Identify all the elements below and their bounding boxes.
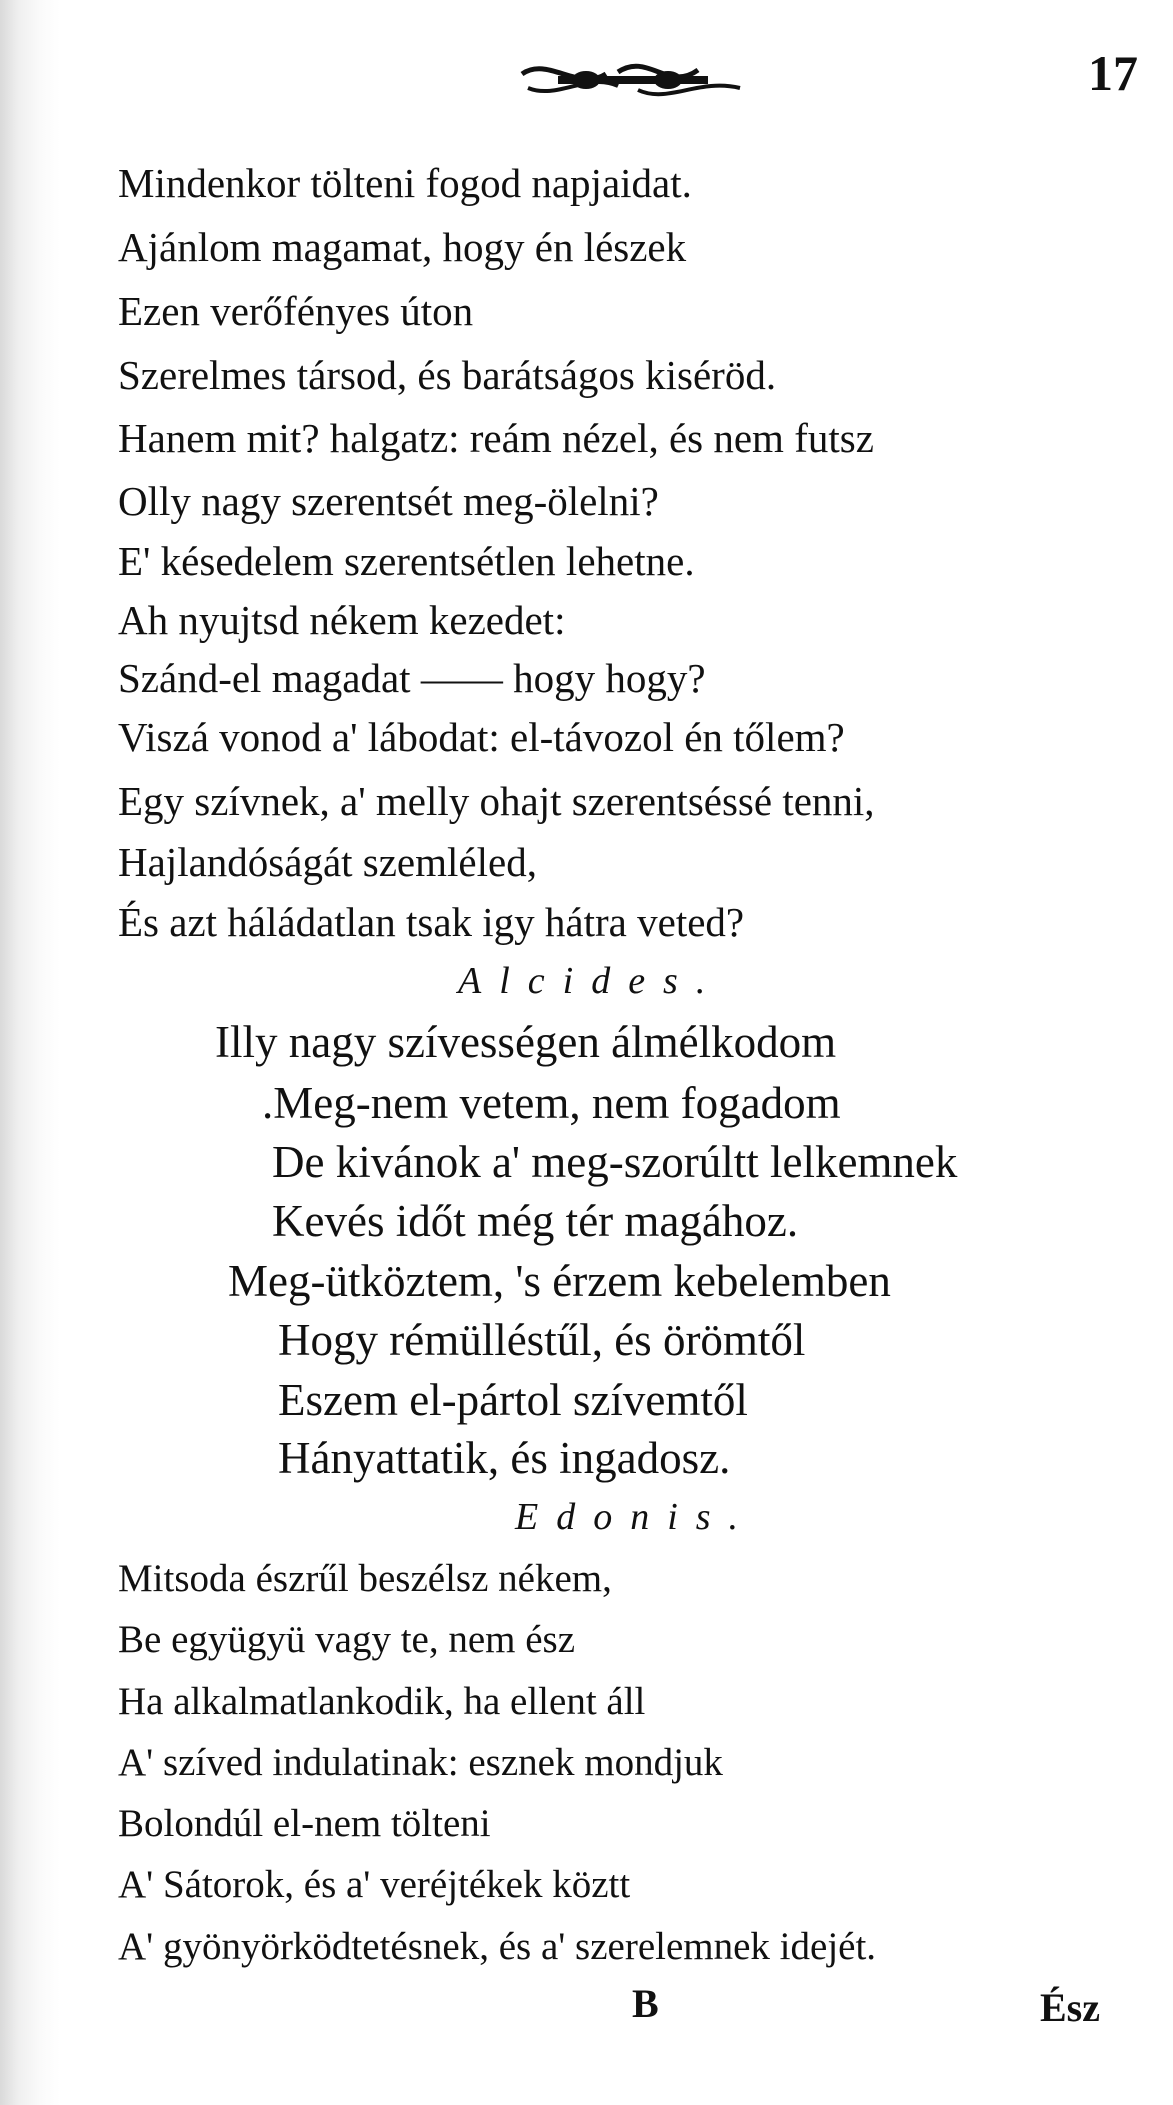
speaker-heading: Edonis. <box>515 1496 757 1538</box>
verse-line: Be együgyü vagy te, nem ész <box>118 1618 576 1661</box>
verse-line: .Meg-nem vetem, nem fogadom <box>262 1078 841 1128</box>
page-gutter-shadow <box>0 0 60 2105</box>
speaker-heading: Alcides. <box>458 960 724 1002</box>
verse-line: Ajánlom magamat, hogy én lészek <box>118 224 687 270</box>
verse-line: Szánd-el magadat —— hogy hogy? <box>118 655 706 701</box>
verse-line: Ha alkalmatlankodik, ha ellent áll <box>118 1680 646 1723</box>
catchword: Ész <box>1040 1985 1100 2030</box>
verse-line: Hányattatik, és ingadosz. <box>278 1433 731 1483</box>
verse-line: Hajlandóságát szemléled, <box>118 839 537 885</box>
verse-line: De kivánok a' meg-szorúltt lelkemnek <box>272 1137 958 1187</box>
verse-line: És azt háládatlan tsak igy hátra veted? <box>118 899 745 945</box>
verse-line: Hanem mit? halgatz: reám nézel, és nem futsz <box>118 415 874 461</box>
verse-line: Mindenkor tölteni fogod napjaidat. <box>118 160 692 206</box>
verse-line: Viszá vonod a' lábodat: el-távozol én tőlem? <box>118 714 845 760</box>
verse-line: A' Sátorok, és a' veréjtékek köztt <box>118 1863 631 1906</box>
verse-line: A' gyönyörködtetésnek, és a' szerelemnek idejét. <box>118 1925 877 1968</box>
verse-line: E' késedelem szerentsétlen lehetne. <box>118 538 695 584</box>
verse-line: Ah nyujtsd nékem kezedet: <box>118 597 566 643</box>
verse-line: Egy szívnek, a' melly ohajt szerentséssé tenni, <box>118 778 875 824</box>
verse-line: Olly nagy szerentsét meg-ölelni? <box>118 478 659 524</box>
verse-line: Kevés időt még tér magához. <box>272 1196 799 1246</box>
verse-line: A' szíved indulatinak: esznek mondjuk <box>118 1741 723 1784</box>
verse-line: Mitsoda észrűl beszélsz nékem, <box>118 1557 612 1600</box>
verse-line: Illy nagy szívességen álmélkodom <box>215 1017 837 1067</box>
verse-line: Ezen verőfényes úton <box>118 288 474 334</box>
decorative-rule-ornament-icon <box>518 52 744 104</box>
page-number: 17 <box>1088 45 1138 101</box>
signature-mark: B <box>632 1981 659 2026</box>
verse-line: Meg-ütköztem, 's érzem kebelemben <box>228 1256 891 1306</box>
verse-line: Hogy rémülléstűl, és örömtől <box>278 1315 806 1365</box>
verse-line: Szerelmes társod, és barátságos kiséröd. <box>118 352 777 398</box>
verse-line: Bolondúl el-nem tölteni <box>118 1802 491 1845</box>
verse-line: Eszem el-pártol szívemtől <box>278 1375 748 1425</box>
